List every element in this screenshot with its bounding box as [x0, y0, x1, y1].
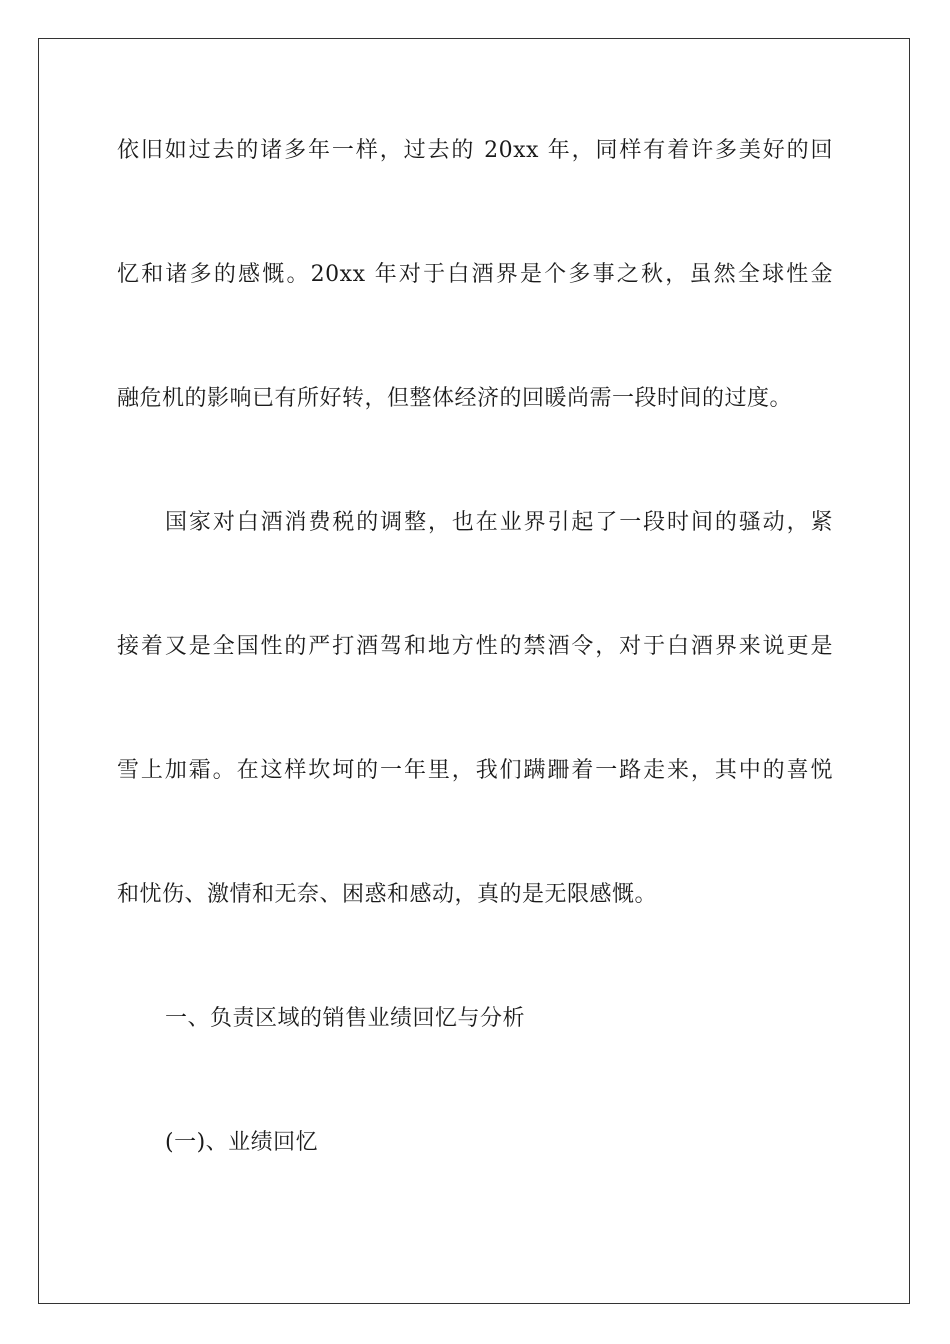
paragraph-1-line-3: 融危机的影响已有所好转，但整体经济的回暖尚需一段时间的过度。 [117, 386, 793, 411]
paragraph-2-line-2: 接着又是全国性的严打酒驾和地方性的禁酒令，对于白酒界来说更是 [117, 634, 833, 659]
paragraph-1-line-1: 依旧如过去的诸多年一样，过去的 20xx 年，同样有着许多美好的回 [117, 138, 833, 163]
subsection-heading: (一)、业绩回忆 [165, 1130, 319, 1155]
section-heading: 一、负责区域的销售业绩回忆与分析 [165, 1006, 526, 1031]
paragraph-2-line-4: 和忧伤、激情和无奈、困惑和感动，真的是无限感慨。 [117, 882, 658, 907]
page-border [38, 38, 910, 1304]
paragraph-2-line-3: 雪上加霜。在这样坎坷的一年里，我们蹒跚着一路走来，其中的喜悦 [117, 758, 833, 783]
paragraph-2-line-1: 国家对白酒消费税的调整，也在业界引起了一段时间的骚动，紧 [165, 510, 833, 535]
paragraph-1-line-2: 忆和诸多的感慨。20xx 年对于白酒界是个多事之秋，虽然全球性金 [117, 262, 833, 287]
